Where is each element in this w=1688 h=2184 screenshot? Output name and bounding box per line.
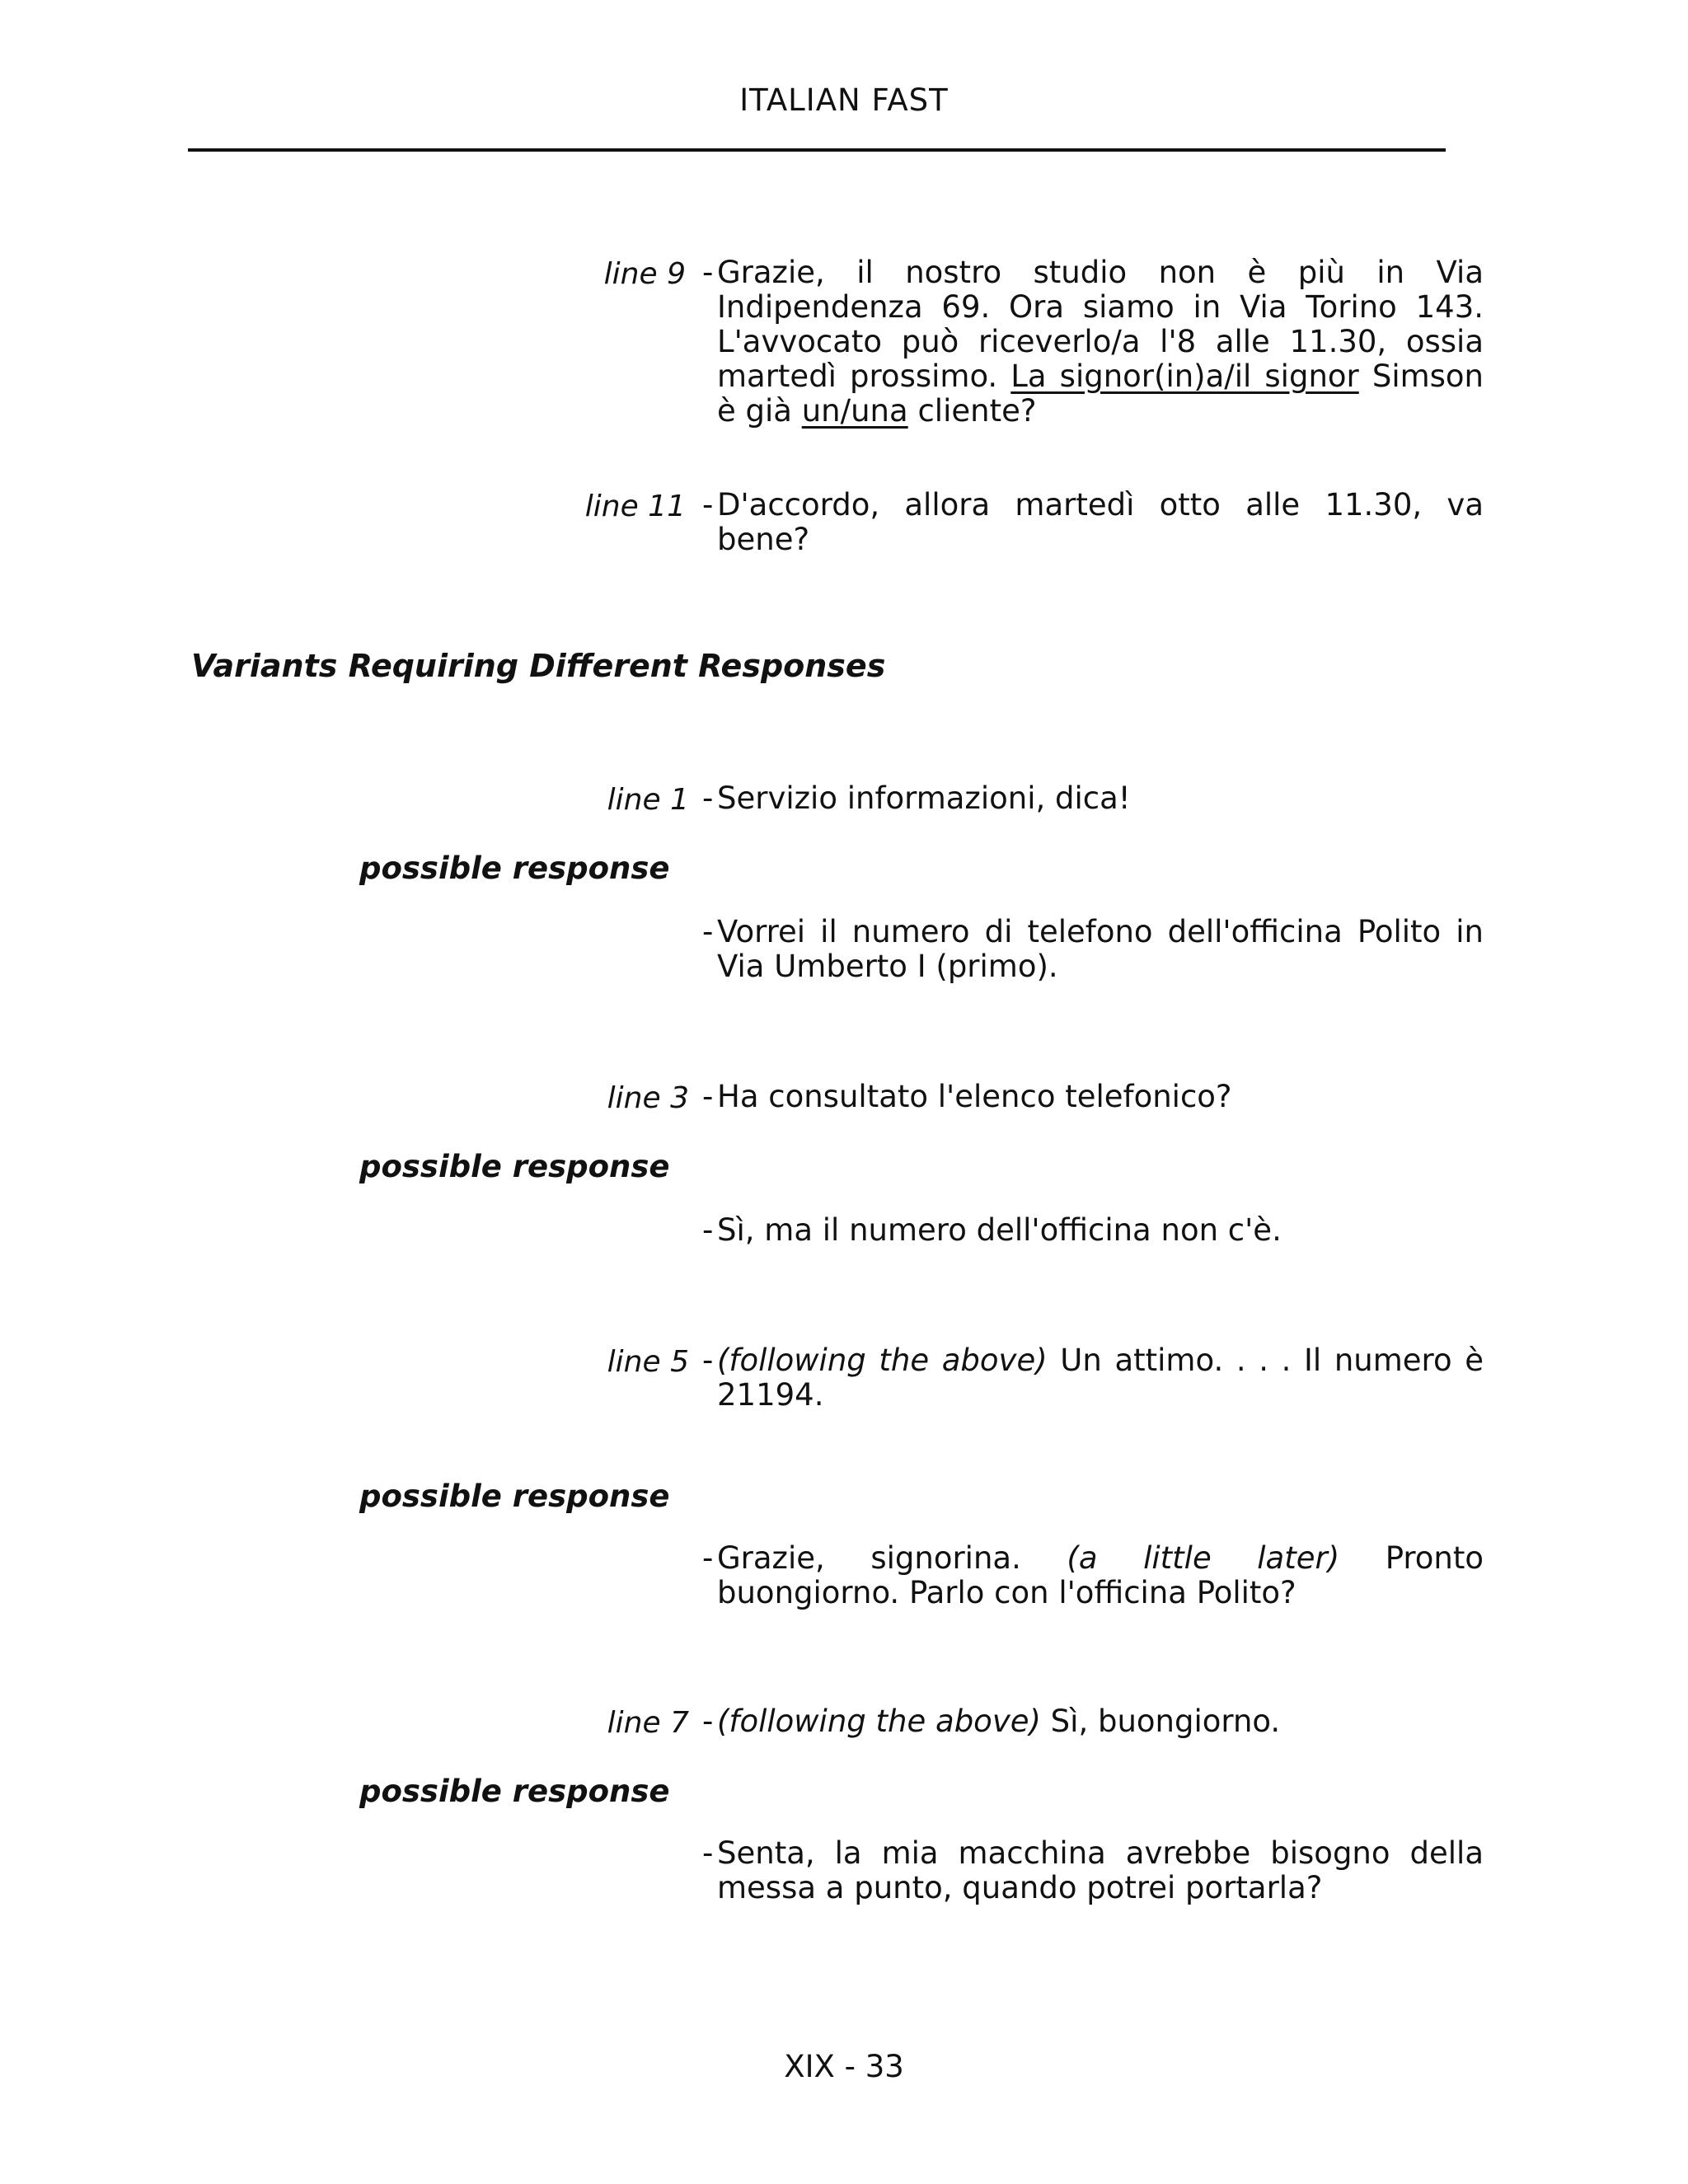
variant-line-3-content: Ha consultato l'elenco telefonico?	[717, 1079, 1232, 1114]
line-9-part3: cliente?	[907, 393, 1037, 429]
line-11-text	[702, 487, 1484, 557]
dash-marker: -	[702, 1540, 714, 1576]
header-divider	[188, 148, 1446, 152]
variant-line-5-note: (following the above)	[717, 1343, 1048, 1378]
variant-line-5-text	[702, 1343, 1484, 1413]
dash-marker: -	[702, 255, 714, 290]
variant-line-3-label: line 3	[607, 1081, 689, 1115]
variant-line-1-text	[702, 780, 1484, 816]
dash-marker: -	[702, 1343, 714, 1378]
line-9-underlined-title: La signor(in)a/il signor	[1010, 359, 1359, 394]
variant-line-5-response-part1: Grazie, signorina.	[717, 1540, 1067, 1576]
variant-line-7-response-content: Senta, la mia macchina avrebbe bisogno della messa a punto, quando potrei portarla?	[717, 1835, 1484, 1905]
variant-line-7-label: line 7	[607, 1706, 689, 1740]
variant-line-1-label: line 1	[607, 783, 689, 817]
variant-line-7-content: Sì, buongiorno.	[1040, 1704, 1281, 1739]
possible-response-label: possible response	[359, 1149, 670, 1184]
possible-response-label: possible response	[359, 851, 670, 886]
page-number: XIX - 33	[784, 2049, 904, 2084]
variant-line-7-text	[702, 1704, 1484, 1739]
variant-line-1-response	[702, 914, 1484, 984]
variant-line-3-response	[702, 1212, 1484, 1248]
variant-line-7-response	[702, 1835, 1484, 1905]
line-11-label: line 11	[584, 490, 686, 523]
dash-marker: -	[702, 1212, 714, 1248]
variant-line-1-content: Servizio informazioni, dica!	[717, 780, 1131, 816]
variant-line-3-response-content: Sì, ma il numero dell'officina non c'è.	[717, 1212, 1282, 1248]
possible-response-label: possible response	[359, 1774, 670, 1809]
variant-line-3-text	[702, 1079, 1484, 1114]
variant-line-5-label: line 5	[607, 1345, 689, 1379]
dash-marker: -	[702, 780, 714, 816]
line-9-part2: Simson è già	[717, 359, 1484, 429]
dash-marker: -	[702, 914, 714, 949]
line-9-label: line 9	[603, 257, 686, 291]
line-11-content: D'accordo, allora martedì otto alle 11.30, va bene?	[717, 487, 1484, 557]
variant-line-5-response	[702, 1540, 1484, 1610]
line-9-text	[702, 255, 1484, 429]
dash-marker: -	[702, 1704, 714, 1739]
dash-marker: -	[702, 1079, 714, 1114]
variant-line-5-content: Un attimo. . . . Il numero è 21194.	[717, 1343, 1484, 1413]
dash-marker: -	[702, 487, 714, 523]
variant-line-5-response-note: (a little later)	[1067, 1540, 1340, 1576]
line-9-underlined-article: un/una	[801, 393, 908, 429]
possible-response-label: possible response	[359, 1479, 670, 1514]
line-9-part1: Grazie, il nostro studio non è più in Via Indipendenza 69. Ora siamo in Via Torino 143. L'avvocato può riceverlo/a l'8 alle 11.30, ossia martedì prossimo.	[717, 255, 1484, 394]
section-heading: Variants Requiring Different Responses	[191, 648, 886, 684]
variant-line-5-response-part2: Pronto buongiorno. Parlo con l'officina Polito?	[717, 1540, 1484, 1610]
page-header-title: ITALIAN FAST	[739, 82, 949, 118]
variant-line-1-response-content: Vorrei il numero di telefono dell'officina Polito in Via Umberto I (primo).	[717, 914, 1484, 984]
variant-line-7-note: (following the above)	[717, 1704, 1041, 1739]
dash-marker: -	[702, 1835, 714, 1871]
